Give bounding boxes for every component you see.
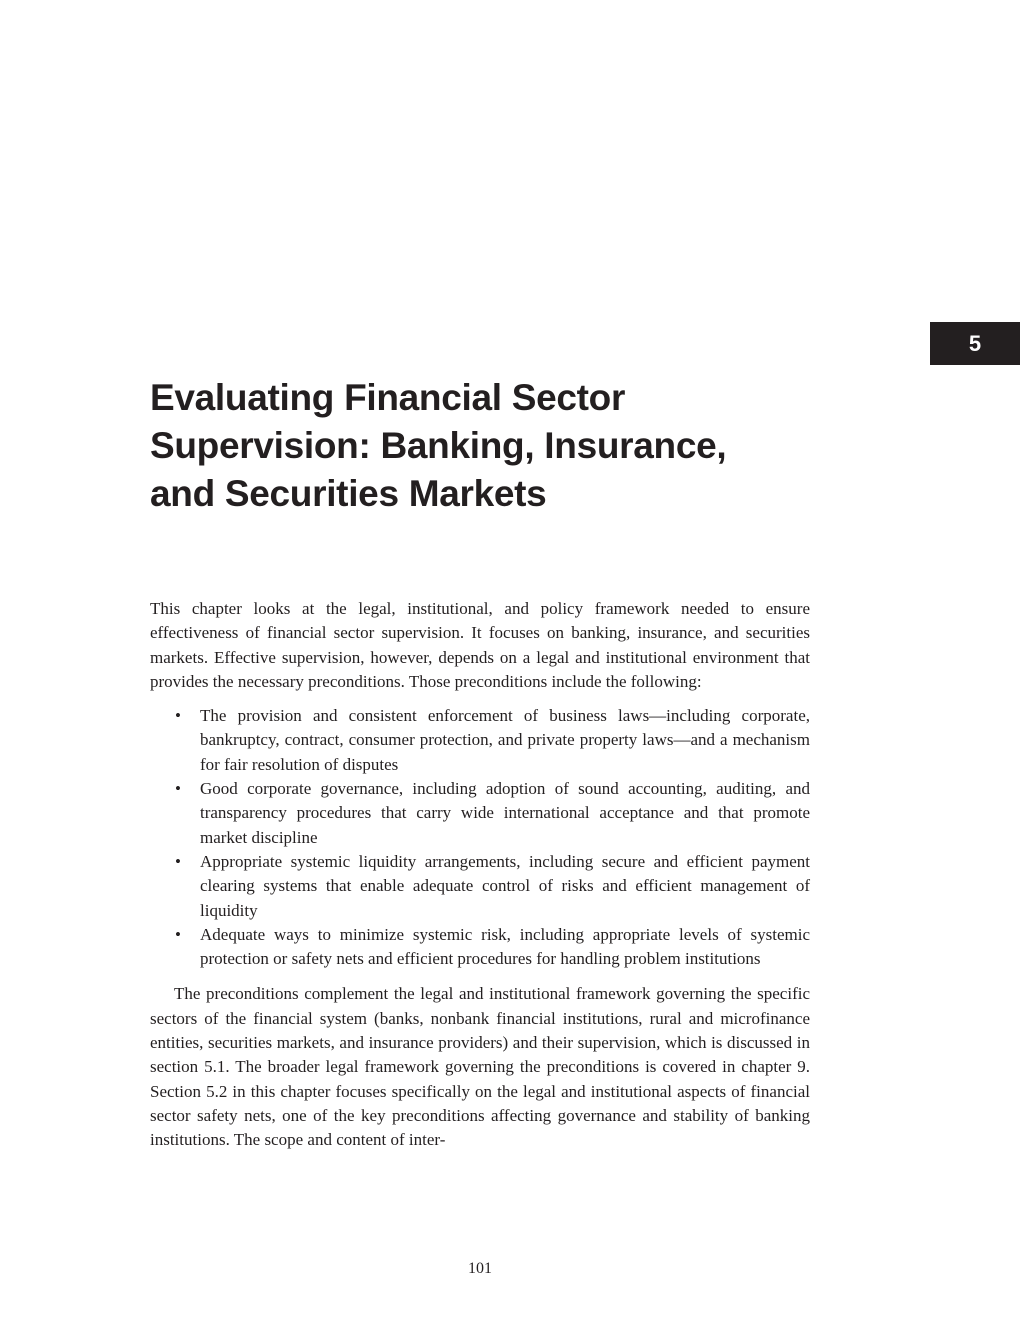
bullet-marker: • [175, 779, 181, 799]
list-item-text: Adequate ways to minimize systemic risk, including appropriate levels of systemic protection or safety nets and efficient procedures for handling problem institutions [200, 924, 810, 969]
chapter-title-line-2: Supervision: Banking, Insurance, [150, 425, 727, 466]
bullet-marker: • [175, 706, 181, 726]
preconditions-list [150, 704, 810, 971]
bullet-marker: • [175, 924, 181, 944]
bullet-marker: • [175, 851, 181, 871]
list-item [175, 704, 810, 777]
body-text [150, 597, 810, 1153]
list-item [175, 850, 810, 923]
list-item-text: The provision and consistent enforcement of business laws—including corporate, bankruptcy, contract, consumer protection, and private property laws—and a mechanism for fair resolution of disputes [200, 706, 810, 774]
list-item-text: Good corporate governance, including adoption of sound accounting, auditing, and transparency procedures that carry wide international acceptance and that promote market discipline [200, 779, 810, 847]
intro-paragraph: This chapter looks at the legal, institutional, and policy framework needed to ensure effectiveness of financial sector supervision. It focuses on banking, insurance, and securities markets. Effective supervision, however, depends on a legal and institutional environment that provides the necessary preconditions. Those preconditions include the following: [150, 599, 810, 691]
list-item [175, 777, 810, 850]
chapter-title-line-3: and Securities Markets [150, 473, 547, 514]
list-item [175, 923, 810, 972]
page-number: 101 [468, 1260, 492, 1277]
second-paragraph: The preconditions complement the legal and institutional framework governing the specific sectors of the financial system (banks, nonbank financial institutions, rural and microfinance entities, securities markets, and insurance providers) and their supervision, which is discussed in section 5.1. The broader legal framework governing the preconditions is covered in chapter 9. Section 5.2 in this chapter focuses specifically on the legal and institutional aspects of financial sector safety nets, one of the key preconditions affecting governance and stability of banking institutions. The scope and content of inter- [150, 984, 810, 1150]
chapter-title-line-1: Evaluating Financial Sector [150, 377, 626, 418]
chapter-number-tab [930, 322, 1020, 365]
chapter-number: 5 [968, 330, 982, 356]
list-item-text: Appropriate systemic liquidity arrangements, including secure and efficient payment clearing systems that enable adequate control of risks and efficient management of liquidity [200, 851, 810, 920]
chapter-title [150, 374, 830, 518]
